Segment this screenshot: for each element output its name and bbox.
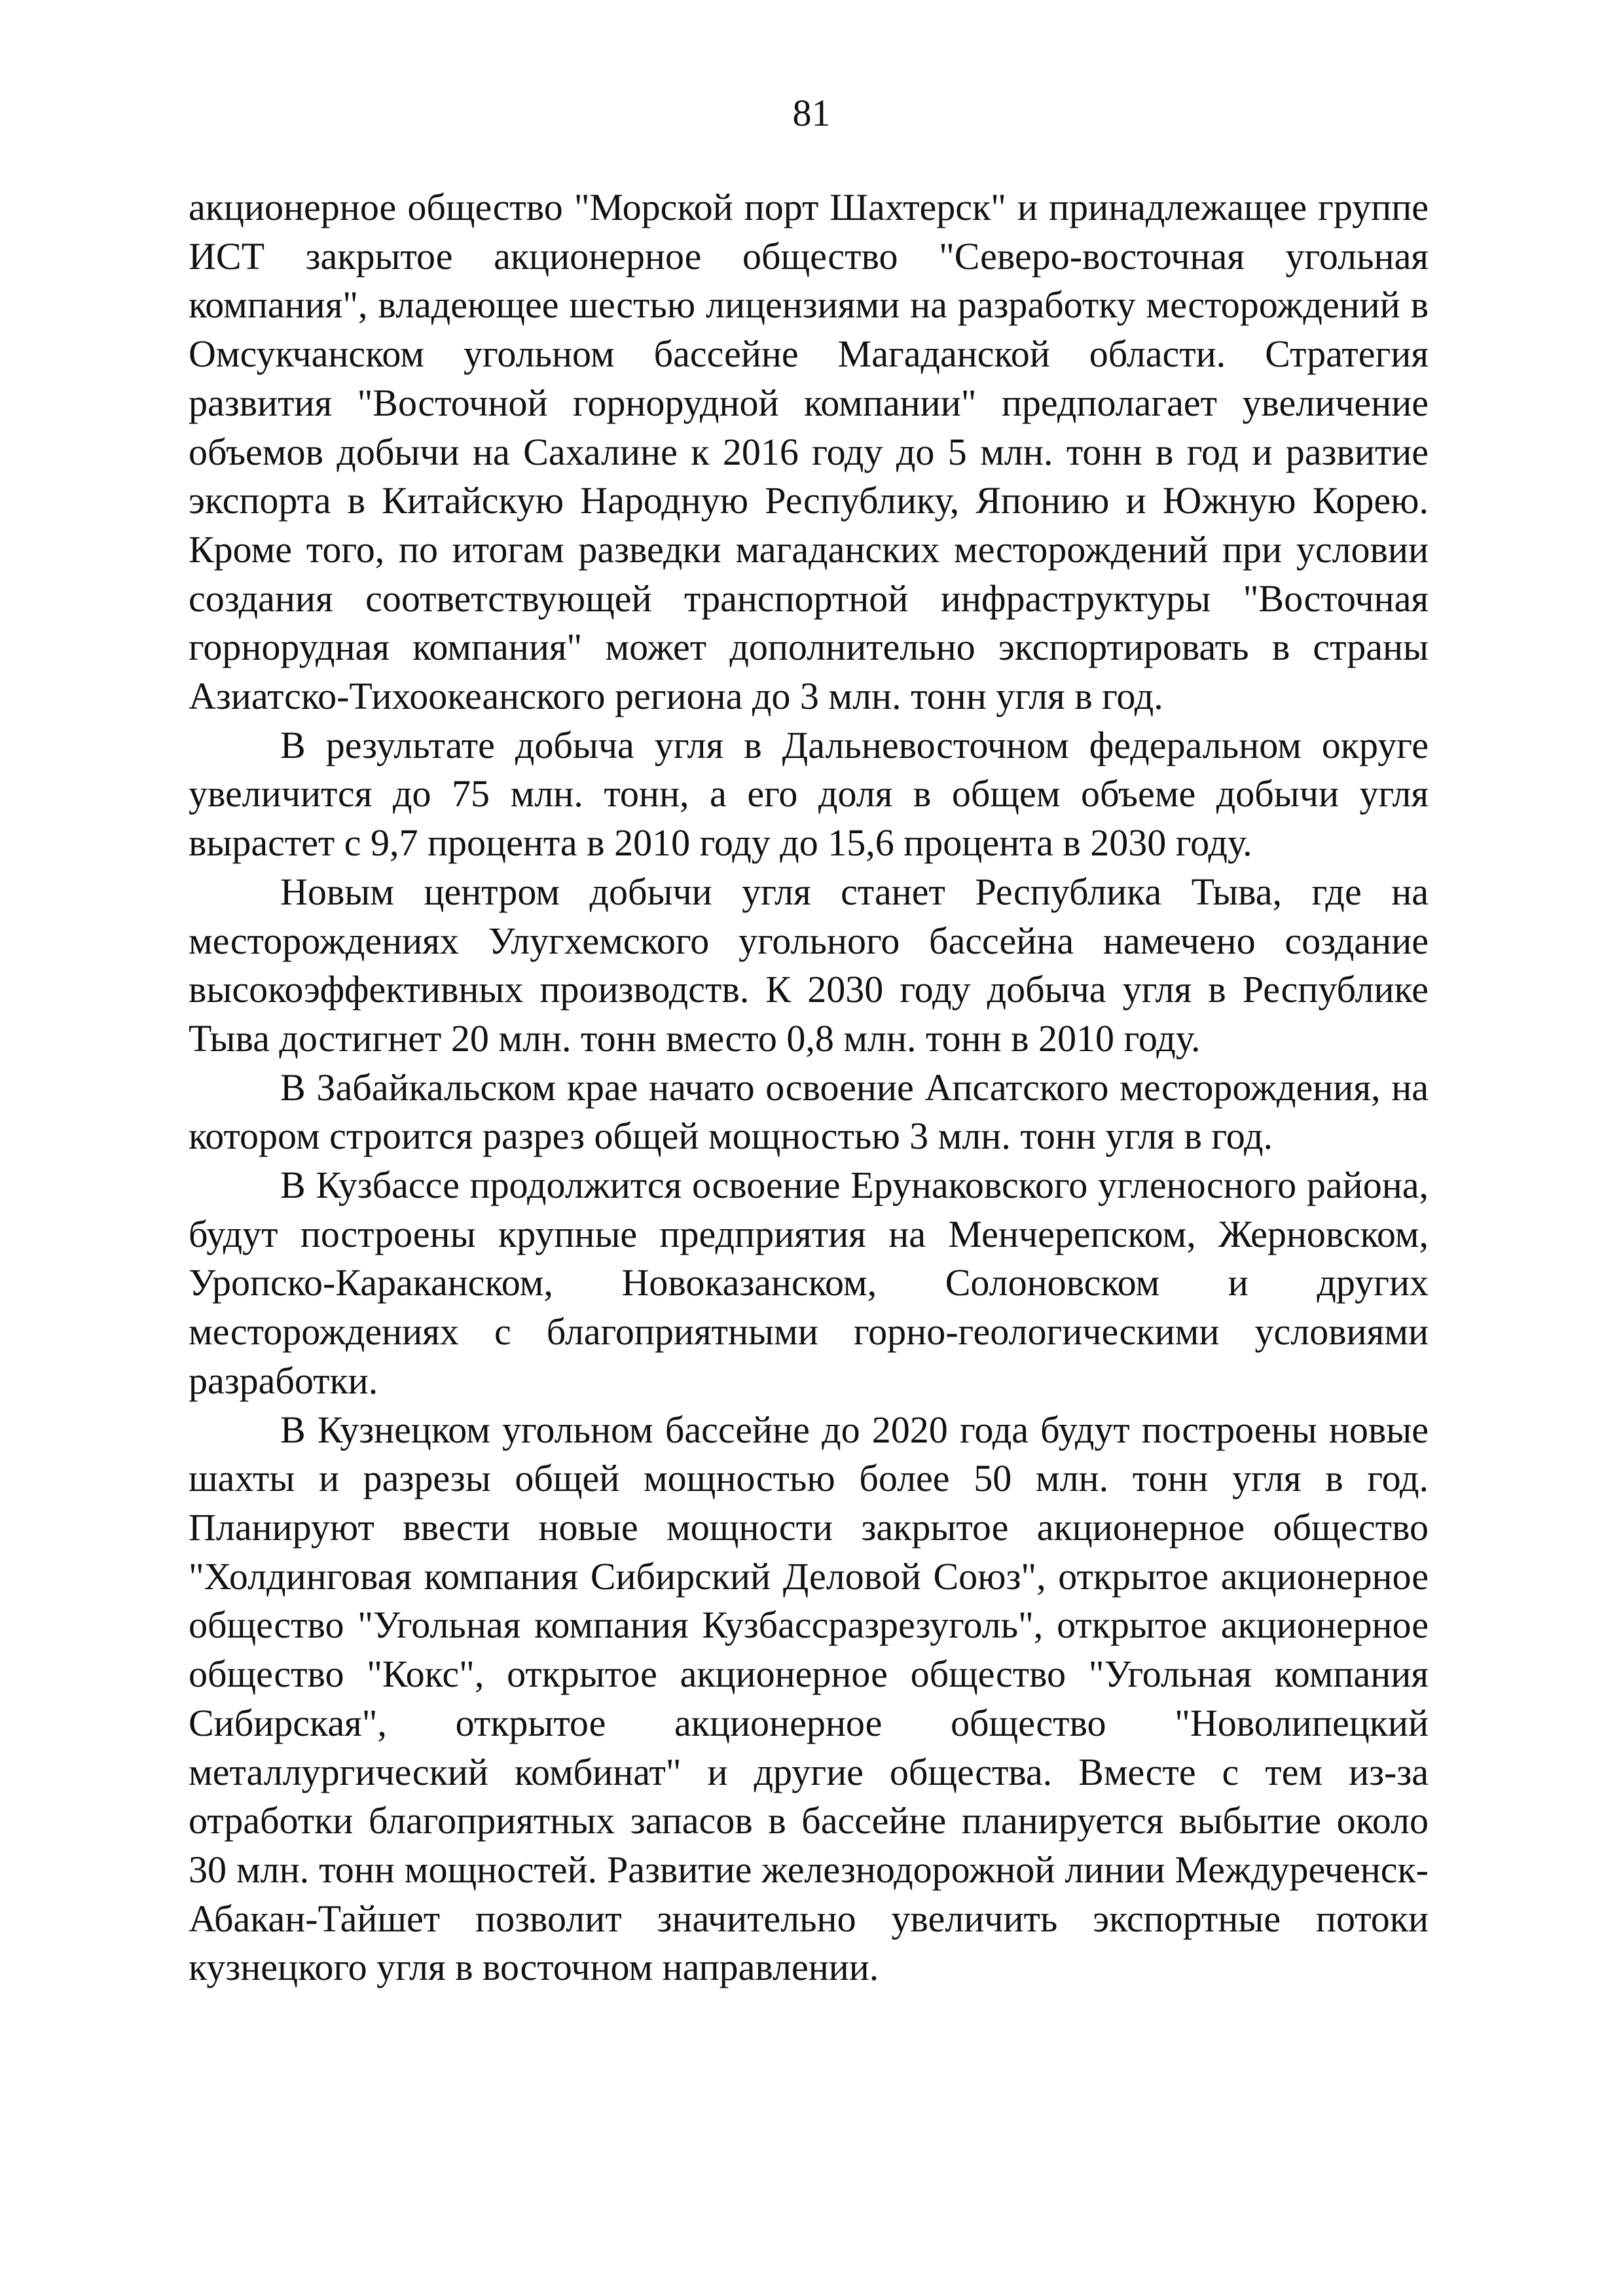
body-text — [189, 183, 1429, 1992]
paragraph-zabaikalsky: В Забайкальском крае начато освоение Апсатского месторождения, на котором строится разрез общей мощностью 3 млн. тонн угля в год. — [189, 1066, 1429, 1158]
paragraph-far-east-output: В результате добыча угля в Дальневосточном федеральном округе увеличится до 75 млн. тонн, а его доля в общем объеме добычи угля вырастет с 9,7 процента в 2010 году до 15,6 процента в 2030 году. — [189, 723, 1429, 865]
paragraph-kuznetsk-basin: В Кузнецком угольном бассейне до 2020 года будут построены новые шахты и разрезы общей мощностью более 50 млн. тонн угля в год. Планируют ввести новые мощности закрытое акционерное общество "Холдинговая компания Сибирский Деловой Союз", открытое акционерное общество "Угольная компания Кузбассразрезуголь", открытое акционерное общество "Кокс", открытое акционерное общество "Угольная компания Сибирская", открытое акционерное общество "Новолипецкий металлургический комбинат" и другие общества. Вместе с тем из-за отработки благоприятных запасов в бассейне планируется выбытие около 30 млн. тонн мощностей. Развитие железнодорожной линии Междуреченск-Абакан-Тайшет позволит значительно увеличить экспортные потоки кузнецкого угля в восточном направлении. — [189, 1408, 1429, 1989]
paragraph-kuzbass-erunakovsky: В Кузбассе продолжится освоение Ерунаковского угленосного района, будут построены крупные предприятия на Менчерепском, Жерновском, Уропско-Караканском, Новоказанском, Солоновском и других месторождениях с благоприятными горно-геологическими условиями разработки. — [189, 1164, 1429, 1402]
paragraph-continuation: акционерное общество "Морской порт Шахтерск" и принадлежащее группе ИСТ закрытое акционерное общество "Северо-восточная угольная компания", владеющее шестью лицензиями на разработку месторождений в Омсукчанском угольном бассейне Магаданской области. Стратегия развития "Восточной горнорудной компании" предполагает увеличение объемов добычи на Сахалине к 2016 году до 5 млн. тонн в год и развитие экспорта в Китайскую Народную Республику, Японию и Южную Корею. Кроме того, по итогам разведки магаданских месторождений при условии создания соответствующей транспортной инфраструктуры "Восточная горнорудная компания" может дополнительно экспортировать в страны Азиатско-Тихоокеанского региона до 3 млн. тонн угля в год. — [189, 186, 1429, 718]
paragraph-tyva: Новым центром добычи угля станет Республика Тыва, где на месторождениях Улугхемского угольного бассейна намечено создание высокоэффективных производств. К 2030 году добыча угля в Республике Тыва достигнет 20 млн. тонн вместо 0,8 млн. тонн в 2010 году. — [189, 870, 1429, 1060]
page-number: 81 — [792, 92, 831, 134]
